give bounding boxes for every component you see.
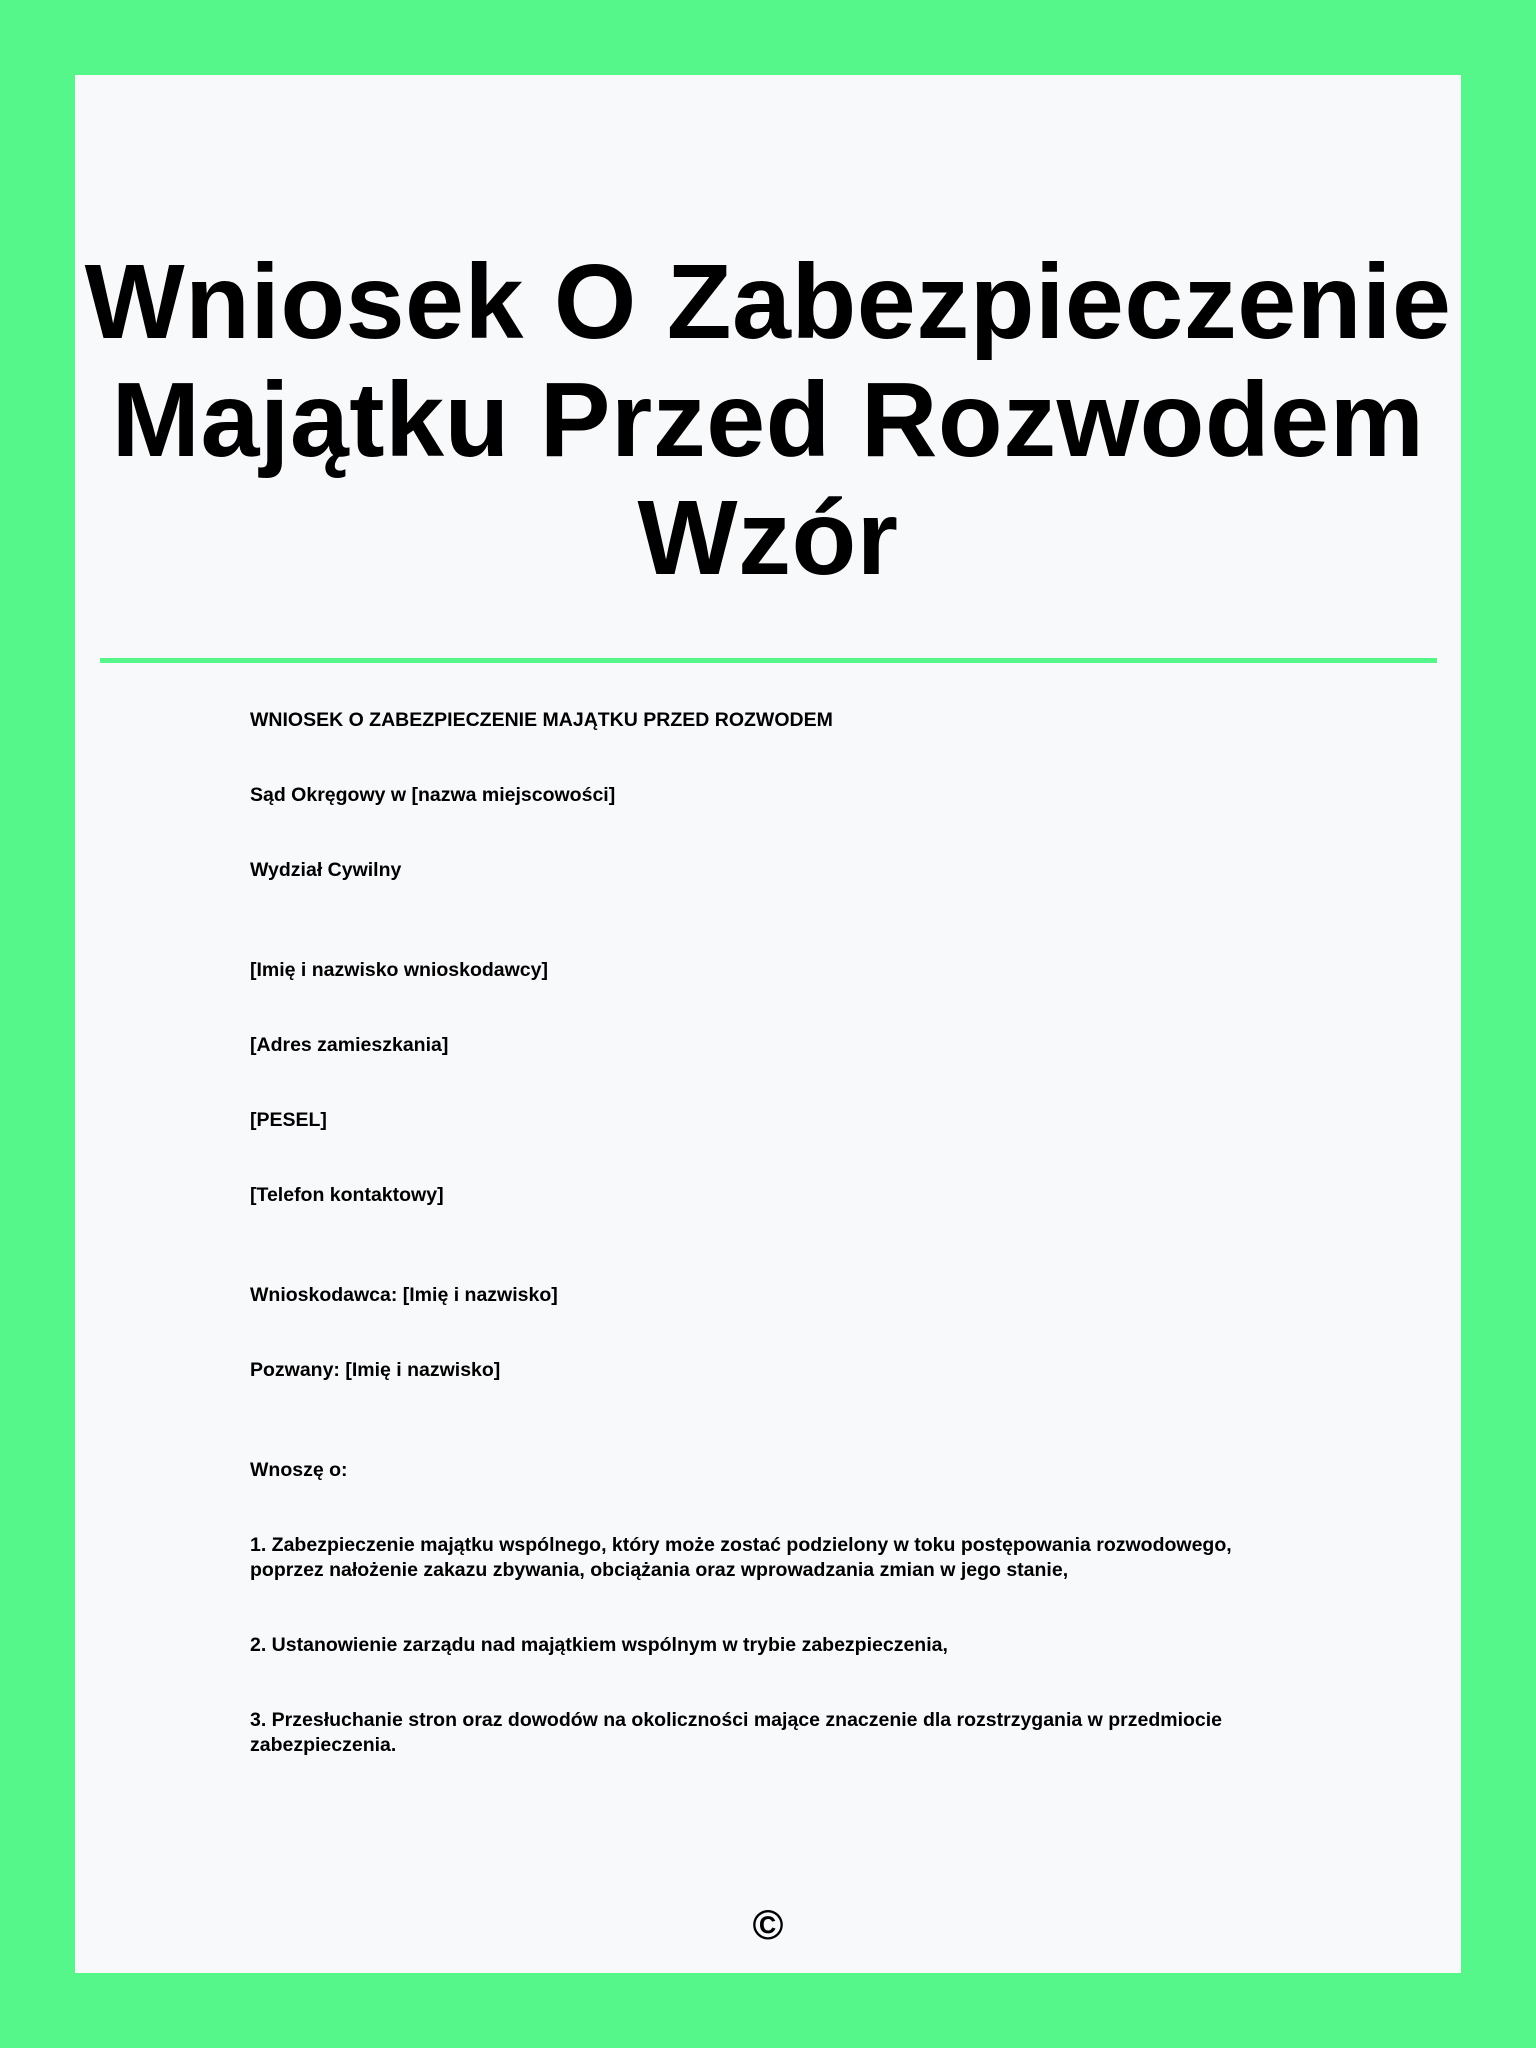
- defendant-line: Pozwany: [Imię i nazwisko]: [250, 1359, 501, 1381]
- document-heading: WNIOSEK O ZABEZPIECZENIE MAJĄTKU PRZED ROZWODEM: [250, 709, 833, 731]
- request-item-2: 2. Ustanowienie zarządu nad majątkiem wspólnym w trybie zabezpieczenia,: [250, 1634, 948, 1656]
- request-intro: Wnoszę o:: [250, 1459, 348, 1481]
- request-item-1: 1. Zabezpieczenie majątku wspólnego, który może zostać podzielony w toku postępowania rozwodowego, poprzez nałożenie zakazu zbywania, obciążania oraz wprowadzania zmian w jego stanie,: [250, 1534, 1232, 1581]
- page-title: [75, 243, 1461, 597]
- phone-placeholder: [Telefon kontaktowy]: [250, 1184, 444, 1206]
- copyright-icon: ©: [752, 1901, 784, 1948]
- request-item-3: 3. Przesłuchanie stron oraz dowodów na okoliczności mające znaczenie dla rozstrzygania w przedmiocie zabezpieczenia.: [250, 1709, 1223, 1756]
- title-line-2: Majątku Przed Rozwodem: [111, 361, 1425, 479]
- document-page: [75, 75, 1461, 1973]
- address-placeholder: [Adres zamieszkania]: [250, 1034, 449, 1056]
- title-divider: [100, 658, 1437, 663]
- court-name: Sąd Okręgowy w [nazwa miejscowości]: [250, 784, 616, 806]
- title-line-3: Wzór: [637, 479, 899, 597]
- title-line-1: Wniosek O Zabezpieczenie: [84, 243, 1452, 361]
- pesel-placeholder: [PESEL]: [250, 1109, 327, 1131]
- court-department: Wydział Cywilny: [250, 859, 402, 881]
- applicant-line: Wnioskodawca: [Imię i nazwisko]: [250, 1284, 558, 1306]
- applicant-name-placeholder: [Imię i nazwisko wnioskodawcy]: [250, 959, 548, 981]
